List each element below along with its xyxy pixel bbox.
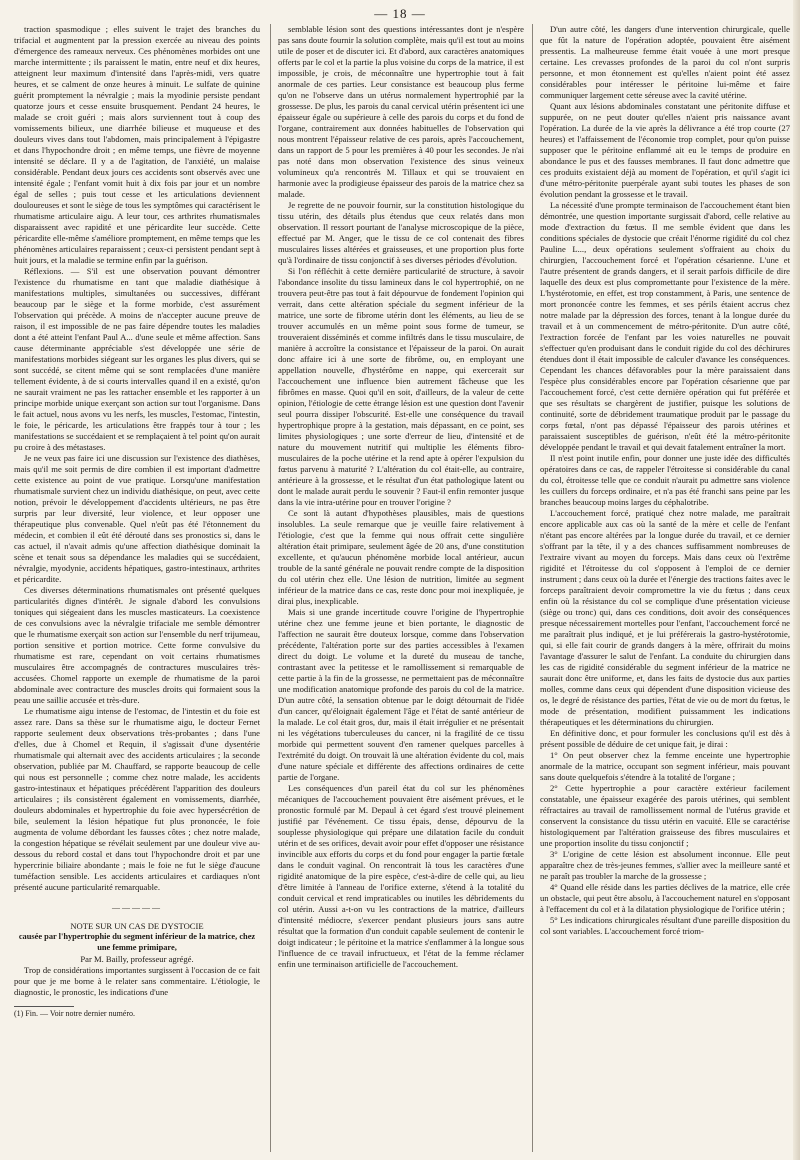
- note-title: NOTE SUR UN CAS DE DYSTOCIE: [70, 921, 204, 932]
- column-divider: [532, 24, 533, 1152]
- paragraph: Mais si une grande incertitude couvre l'origine de l'hypertrophie utérine chez une femme jeune et bien portante, le diagnostic de l'affection ne saurait être douteux lorsque, comme dans l'observation précédente, l'altération porte sur des parties accessibles à l'examen direct du doigt. Le volume et la dureté du museau de tanche, contrastant avec la petitesse et le ramollissement si remarquable de cette partie à la fin de la grossesse, ne permettaient pas de méconnaître une modification anatomique profonde des parois du col de la matrice. D'un autre côté, la sensation obtenue par le doigt détournait de l'idée d'un cancer, qu'éloignait également l'âge et l'état de santé antérieur de la malade. Le col était gros, dur, mais il était irrégulier et ne présentait ni les végétations tuberculeuses du cancer, ni la fragilité de ce tissu morbide qui permettent souvent d'en ramener quelques parcelles à l'extrémité du doigt. On trouvait là une altération évidente du col, mais d'une nature spéciale et différente des affections ordinaires de cette partie de l'organe.: [278, 607, 524, 782]
- paragraph: 2° Cette hypertrophie a pour caractère extérieur facilement constatable, une épaisseur exagérée des parois utérines, qui semblent réfractaires au travail de ramollissement normal de l'utérus gravide et conservent la consistance du tissu utérin en vacuité. Elle se caractérise histologiquement par l'altération graisseuse des fibres musculaires et une proportion insolite du tissu conjonctif ;: [540, 783, 790, 848]
- paragraph: Réflexions. — S'il est une observation pouvant démontrer l'existence du rhumatisme en tant que maladie diathésique à manifestations multiples, simultanées ou successives, différant beaucoup par le siège et la forme morbide, c'est assurément l'observation qui précède. A moins de n'accepter aucune preuve de raison, il est impossible de ne pas faire dépendre toutes les maladies dont a été atteint l'enfant Paul A... d'une seule et même affection. Sans cause déterminante appréciable s'est développée une série de manifestations morbides siégeant sur les organes les plus divers, qui se sont succédé, se citent même qui se sont remplacées d'une manière tellement évidente, à de si courts intervalles quand il en a existé, qu'on ne saurait vraiment ne pas les rattacher ensemble et les rapporter à un principe morbide unique exerçant son action sur tout l'organisme. Dans le fait actuel, nous avons vu les nerfs, les muscles, l'estomac, l'intestin, le foie, le péricarde, les articulations être frappés tour à tour ; les manifestations se succédaient et se remplaçaient à tel point qu'on aurait pu croire à des métastases.: [14, 266, 260, 452]
- paragraph: Quant aux lésions abdominales constatant une péritonite diffuse et suppurée, on ne peut douter qu'elles n'aient pris naissance avant l'opération. La durée de la vie après la délivrance a été trop courte (27 heures) et l'affaissement de l'économie trop complet, pour qu'on puisse supposer que le péritoine enflammé ait eu le temps de produire en abondance le pus et des fausses membranes. Il faut donc admettre que ces produits existaient déjà au moment de l'opération, et qu'il s'agit ici d'une métro-péritonite puerpérale ayant subi toutes les phases de son évolution pendant la grossesse et le travail.: [540, 101, 790, 199]
- column-left: [14, 24, 260, 1154]
- paragraph: Il n'est point inutile enfin, pour donner une juste idée des difficultés opératoires dans ce cas, de rappeler l'étroitesse si considérable du canal du col, étroitesse telle que ce conduit n'aurait pu admettre sans violence les cuillers du forceps ordinaire, et n'a pas été franchi sans peine par les branches beaucoup moins larges du céphalotribe.: [540, 453, 790, 507]
- paragraph: Je regrette de ne pouvoir fournir, sur la constitution histologique du tissu utérin, des détails plus étendus que ceux relatés dans mon observation. Il ressort pourtant de l'analyse microscopique de la pièce, effectué par M. Anger, que le tissu de ce col contenait des fibres musculaires lisses altérées et graisseuses, et une proportion plus forte qu'à l'ordinaire de tissu conjonctif à ses diverses périodes d'évolution.: [278, 200, 524, 265]
- column-middle: [278, 24, 524, 1154]
- paragraph: Le rhumatisme aigu intense de l'estomac, de l'intestin et du foie est assez rare. Dans sa thèse sur le rhumatisme aigu, le docteur Fernet rapporte seulement deux observations très-probantes ; dans l'une d'elles, due à Chomel et Requin, il s'agissait d'une dysentérie rhumatismale qui alternait avec des accidents articulaires ; la seconde observation, publiée par M. Chauffard, se rapporte beaucoup de celle qui nous est personnelle ; comme chez notre malade, les accidents gastro-intestinaux et hépatiques précédèrent l'apparition des douleurs articulaires ; ils consistèrent également en vomissements, diarrhée, douleurs abdominales et hypertrophie du foie avec hypersécrétion de bile, seulement la lésion hépatique fut plus prononcée, le foie augmenta de volume débordant les fausses côtes ; chez notre malade, la congestion hépatique se révélait seulement par une douleur vive au-dessous du rebord costal et dans tout l'hypochondre droit et par une hypercrinie biliaire abondante ; mais le foie ne fut le siège d'aucune tuméfaction sensible. Les accidents articulaires et cardiaques n'ont présenté aucune particularité remarquable.: [14, 706, 260, 892]
- paragraph: 3° L'origine de cette lésion est absolument inconnue. Elle peut apparaître chez de très-jeunes femmes, s'allier avec la meilleure santé et ne paraît pas troubler la marche de la grossesse ;: [540, 849, 790, 881]
- paragraph: D'un autre côté, les dangers d'une intervention chirurgicale, quelle que fût la nature de l'opération adoptée, pouvaient être aisément pressentis. La malheureuse femme était vouée à une mort presque certaine. Les crevasses profondes de la paroi du col n'ont surpris personne, et mon étonnement est qu'elles n'aient point été assez considérables pour intéresser le péritoine lui-même et faire communiquer largement cette séreuse avec la cavité utérine.: [540, 24, 790, 100]
- paragraph: Ces diverses déterminations rhumatismales ont présenté quelques particularités dignes d'intérêt. Je signale d'abord les convulsions toniques qui siégeaient dans les muscles masticateurs. La coexistence de ces convulsions avec la névralgie trifaciale me semble démontrer que le rhumatisme exerçait son action sur l'ensemble du nerf trijumeau, portion sensitive et portion motrice. Cette forme convulsive du rhumatisme est rare, cependant on voit certains rhumatismes musculaires être accompagnés de contractures musculaires très-accusées. Chomel rapporte un exemple de rhumatisme de la paroi abdominale avec contracture des muscles droits qui formaient sous la peau une saillie accusée et très-dure.: [14, 585, 260, 705]
- footnote: (1) Fin. — Voir notre dernier numéro.: [14, 1008, 136, 1018]
- paragraph: L'accouchement forcé, pratiqué chez notre malade, me paraîtrait encore applicable aux cas où la santé de la mère et celle de l'enfant n'étant pas encore altérées par la longue durée du travail, et ce dernier s'offrant par la tête, il y a des chances suffisamment nombreuses de l'extraire vivant au moyen du forceps. Mais dans ceux où l'extrême rigidité et l'étroitesse du col s'opposent à l'emploi de ce dernier instrument ; dans ceux où la durée et l'énergie des tractions faites avec le forceps paraîtraient devoir compromettre la vie du fœtus ; dans ceux enfin où la résistance du col se complique d'une présentation vicieuse (siège ou tronc) qui, dans ces conditions, doit avoir des conséquences presque nécessairement mortelles pour l'enfant, l'accouchement forcé ne me paraîtrait plus indiqué, et je lui préférerais la gastro-hystérotomie, qui, si elle fait courir de grands dangers à la mère, offrirait du moins l'avantage d'assurer le salut de l'enfant. La conduite du chirurgien dans les cas de rigidité considérable du segment inférieur de la matrice ne saurait donc être uniforme, et, dans les faits de dystocie dus aux parties molles, comme dans ceux qui dépendent d'une disposition vicieuse des os, le degré de résistance des parties, l'état de vie ou de mort du fœtus, le mode de présentation, modifient puissamment les indications thérapeutiques et les déterminations du chirurgien.: [540, 508, 790, 727]
- paragraph: semblable lésion sont des questions intéressantes dont je n'espère pas sans doute fournir la solution complète, mais qu'il est tout au moins utile de poser et de discuter ici. Et d'abord, aux caractères anatomiques offerts par le col et la partie la plus voisine du corps de la matrice, il est impossible, je crois, de méconnaître une hypertrophie tout à fait anormale de ces parties. Leur consistance est beaucoup plus ferme qu'on ne l'observe dans un utérus normalement hypertrophié par la grossesse. De plus, les parois du canal cervical utérin présentent ici une épaisseur égale ou supérieure à celle des parois du corps et du fond de l'organe, contrairement aux données habituelles de l'observation qui nous montrent l'épaisseur relative de ces parois, après l'accouchement, dans un rapport de 5 pour les premières à 40 pour les secondes. Je n'ai pas noté dans mon observation l'existence des sinus veineux volumineux qu'a rencontrés M. Tillaux et qui se trouvaient en harmonie avec la prodigieuse épaisseur des parois de la matrice chez sa malade.: [278, 24, 524, 199]
- paragraph: 4° Quand elle réside dans les parties déclives de la matrice, elle crée un obstacle, qui peut être absolu, à l'accouchement naturel en s'opposant à l'effacement du col et à la dilatation physiologique de l'orifice utérin ;: [540, 882, 790, 914]
- page-number: — 18 —: [374, 6, 426, 21]
- paragraph: La nécessité d'une prompte terminaison de l'accouchement étant bien démontrée, une question importante surgissait d'abord, celle relative au mode d'extraction du fœtus. Il me semble évident que dans les conditions spéciales de dystocie que créait l'énorme rigidité du col chez Pauline L..., deux opérations seulement s'offraient au choix du chirurgien, l'accouchement forcé et l'opération césarienne. L'une et l'autre présentent de grands dangers, et il serait parfois difficile de dire laquelle des deux est plus compromettante pour l'existence de la mère. L'hystérotomie, en effet, est trop constamment, à Paris, une sentence de mort prononcée contre les femmes, et ses périls étaient accrus chez notre malade par la dépression des forces, tenant à la longue durée du travail et à un commencement de métro-péritonite. D'un autre côté, l'extraction forcée de l'enfant par les voies naturelles ne pouvait s'effectuer qu'en produisant dans le conduit rigide du col des déchirures étendues dont il était impossible de calculer d'avance les conséquences. Cependant les chances défavorables pour la mère paraissaient dans l'espèce plus considérables encore par l'opération césarienne que par l'accouchement forcé, c'est cette dernière opération qui fut préférée et que ses résultats se chargèrent de justifier, puisque les solutions de continuité, sorte de débridement traumatique produit par le passage du corps fœtal, n'ont pas dépassé l'épaisseur des parois utérines et paraissaient susceptibles de guérison, n'eût été la métro-péritonite développée pendant le travail et qui devait fatalement entraîner la mort.: [540, 200, 790, 452]
- paragraph: Ce sont là autant d'hypothèses plausibles, mais de questions insolubles. La seule remarque que je veuille faire relativement à l'étiologie, c'est que la femme qui nous offrait cette singulière altération était primipare, seulement âgée de 20 ans, d'une constitution excellente, et qu'aucun phénomène morbide local antérieur, aucun trouble de la santé générale ne pouvait rendre compte de la disposition du col utérin chez elle. Une lésion de nutrition, limitée au segment inférieur de la matrice dans ce cas, reste donc pour moi inexpliquée, je dirai plus, inexplicable.: [278, 508, 524, 606]
- paragraph: 1° On peut observer chez la femme enceinte une hypertrophie anormale de la matrice, occupant son segment inférieur, mais pouvant sans doute quelquefois s'étendre à la totalité de l'organe ;: [540, 750, 790, 782]
- paragraph: Je ne veux pas faire ici une discussion sur l'existence des diathèses, mais qu'il me soit permis de dire combien il est important d'admettre cette existence au point de vue pratique. Lorsqu'une manifestation rhumatismale survient chez un individu diathésique, on peut, avec cette notion, prévoir le développement d'accidents ultérieurs, ne pas être surpris par leur diversité, leur violence, et leur opposer une thérapeutique plus convenable. Quel n'eût pas été l'étonnement du médecin, et combien il eût été dérouté dans ses pronostics si, dans le cas actuel, il n'avait admis qu'une affection diathésique dominait la scène et tenait sous sa dépendance les maladies qui se succédaient, névralgie, myodynie, accidents hépatiques, gastro-intestinaux, arthrites et péricardite.: [14, 453, 260, 584]
- paragraph: 5° Les indications chirurgicales résultant d'une pareille disposition du col sont variables. L'accouchement forcé triom-: [540, 915, 790, 936]
- note-subtitle: causée par l'hypertrophie du segment inférieur de la matrice, chez une femme primipare,: [18, 932, 256, 952]
- paragraph: En définitive donc, et pour formuler les conclusions qu'il est dès à présent possible de déduire de cet unique fait, je dirai :: [540, 728, 790, 749]
- paragraph: Trop de considérations importantes surgissent à l'occasion de ce fait pour que je me borne à le relater sans commentaire. L'étiologie, le diagnostic, le pronostic, les indications d'une: [14, 964, 260, 997]
- page-binding-edge: [793, 0, 800, 1160]
- section-separator: —————: [112, 903, 162, 912]
- footnote-rule: [14, 1006, 74, 1007]
- column-right: [540, 24, 790, 1154]
- paragraph: traction spasmodique ; elles suivent le trajet des branches du trifacial et augmentent par la pression exercée au niveau des points d'émergence des rameaux nerveux. Ces phénomènes morbides ont une marche intermittente ; ils paraissent le matin, entre neuf et dix heures, atteignent leur maximum d'intensité dans l'après-midi, vers quatre heures, et se calment de onze heures à minuit. Le sulfate de quinine guérit promptement la névralgie ; mais la myodinie persiste pendant quatorze jours et cesse ensuite brusquement. Pendant 24 heures, le malade se croit guéri ; mais alors surviennent tout à coup des vomissements bilieux, une diarrhée bilieuse et muqueuse et des douleurs vives dans tout l'abdomen, mais principalement à l'épigastre et dans l'hypochondre droit ; en même temps, une fièvre de moyenne intensité se déclare. Il y a de l'agitation, de l'anxiété, un malaise considérable. Pendant deux jours ces accidents sont observés avec une intensité égale ; l'enfant vomit huit à dix fois par jour et un nombre égal de selles ; puis tout cesse et les articulations deviennent douloureuses et sont le siège de tous les symptômes qui caractérisent le rhumatisme articulaire aigu. A leur tour, ces arthrites rhumatismales disparaissent avec rapidité et une péricardite leur succède. Cette péricardite elle-même s'améliore promptement, en même temps que les phénomènes articulaires reparaissent ; ceux-ci persistent pendant sept à huit jours, et la maladie se termine enfin par la guérison.: [14, 24, 260, 265]
- column-divider: [270, 24, 271, 1152]
- paragraph: Si l'on réfléchit à cette dernière particularité de structure, à savoir l'abondance insolite du tissu lamineux dans le col hypertrophié, on ne trouvera peut-être pas tout à fait dépourvue de fondement l'opinion qui verrait, dans cette altération spéciale du segment inférieur de la matrice, une sorte de fibrome utérin dont les éléments, au lieu de se trouver accumulés en un même point sous forme de tumeur, se trouveraient disséminés et comme infiltrés dans le tissu musculaire, de manière à accroître la consistance et l'épaisseur de la paroi. On aurait donc affaire ici à une sorte de fibrôme, ou, en employant une appellation nouvelle, d'hystérôme en nappe, qui exercerait sur l'accouchement une influence bien autrement fâcheuse que les fibrômes en masse. Quoi qu'il en soit, d'ailleurs, de la valeur de cette opinion, l'étiologie de cette étrange lésion est une question dont l'avenir seul pourra dissiper l'obscurité. Est-elle une conséquence du travail hypertrophique propre à la gestation, mais dépassant, en ce point, ses limites physiologiques ; une sorte d'erreur de lieu, d'intensité et de nature du mouvement nutritif qui multiplie les éléments fibro-musculaires de la poche utérine et la rend apte à opérer l'expulsion du fœtus parvenu à maturité ? L'altération du col était-elle, au contraire, antérieure à la grossesse, et le résultat d'un état pathologique latent ou dont le malade aurait perdu le souvenir ? Faut-il enfin remonter jusque dans la vie intra-utérine pour en trouver l'origine ?: [278, 266, 524, 507]
- paragraph: Les conséquences d'un pareil état du col sur les phénomènes mécaniques de l'accouchement pouvaient être aisément prévues, et le pronostic formulé par M. Depaul à cet égard s'est trouvé pleinement justifié par l'événement. Ce tissu épais, dense, dépourvu de la souplesse physiologique qui prépare une dilatation facile du conduit utérin et de ses orifices, devait avoir pour effet d'opposer une résistance invincible aux efforts du corps et du fond pour engager la partie fœtale dans le conduit vaginal. On rencontrait là tous les caractères d'une rigidité anatomique de la pire espèce, c'est-à-dire de celle qui, au lieu d'être limitée à l'anneau de l'orifice externe, s'étend à la totalité du conduit cervical et rend impraticables ou inutiles les débridements du col utérin. Aussi a-t-on vu les contractions de la matrice, d'ailleurs d'intensité médiocre, s'exercer pendant plusieurs jours sans autre résultat que la formation d'un conduit capable seulement de contenir le doigt indicateur ; le péritoine et la matrice s'enflammer à la longue sous l'influence de ce travail infructueux, et l'état de la femme réclamer enfin une terminaison artificielle de l'accouchement.: [278, 783, 524, 969]
- note-author: Par M. Bailly, professeur agrégé.: [80, 953, 194, 964]
